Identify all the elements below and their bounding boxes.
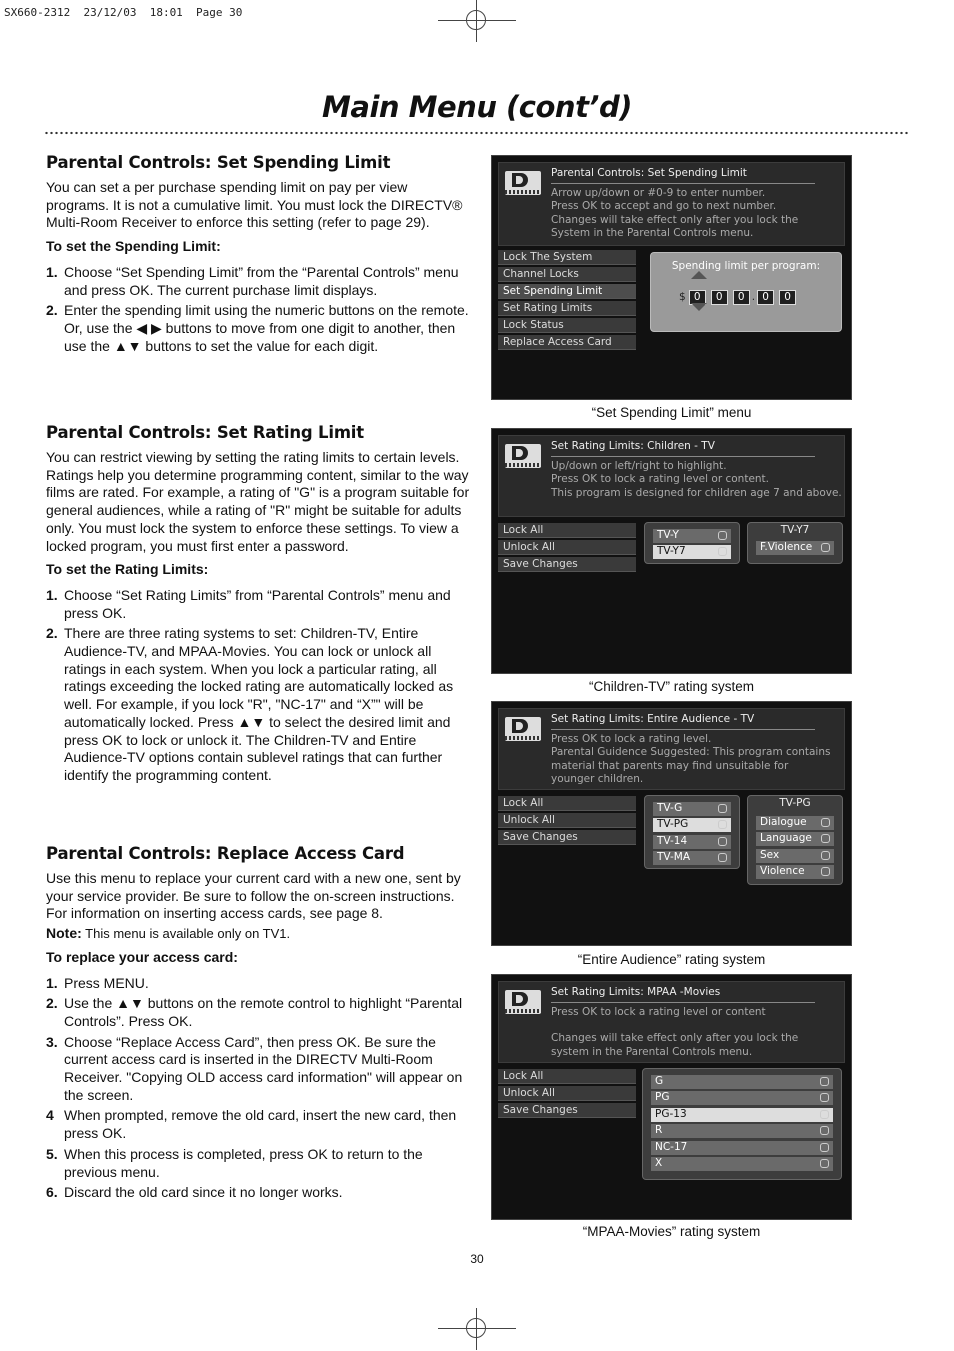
- section-heading: Parental Controls: Set Spending Limit: [46, 153, 391, 172]
- rating-label: X: [655, 1156, 663, 1169]
- step-number: 2.: [46, 995, 58, 1012]
- step-item: [46, 1146, 474, 1181]
- rating-tv-ma[interactable]: [653, 851, 731, 865]
- directv-logo-icon: [505, 444, 541, 468]
- rating-label: TV-G: [657, 802, 683, 814]
- instruction-line: This program is designed for children age 7 and above.: [551, 486, 842, 499]
- directv-logo-icon: [505, 717, 541, 741]
- lock-icon: [821, 834, 830, 843]
- menu-item-lock-all[interactable]: Lock All: [498, 796, 636, 811]
- steps-list: [46, 264, 474, 356]
- step-item: [46, 975, 474, 993]
- note-label: Note:: [46, 925, 82, 942]
- section-intro: You can restrict viewing by setting the rating limits to certain levels. Ratings help you determine programming content, similar to the way films are rated. For example, a rating of "G" is a program suitable for general audiences, while a rating of "R" might be suitable for adults only. You must lock the system to enforce these settings. To view a locked program, you must first enter a password.: [46, 449, 470, 554]
- lock-icon: [821, 851, 830, 860]
- screen-title: Set Rating Limits: Children - TV: [551, 440, 715, 452]
- step-item: [46, 1034, 474, 1105]
- rating-r[interactable]: [651, 1124, 833, 1138]
- section-intro: Use this menu to replace your current card with a new one, sent by your service provider. Be sure to follow the on-screen instructions. For information on inserting access cards, see page 8.: [46, 870, 461, 922]
- sublevel-label: Violence: [760, 865, 805, 878]
- rating-menu: [498, 796, 636, 847]
- rating-label: PG: [655, 1091, 670, 1104]
- steps-heading: To set the Rating Limits:: [46, 561, 209, 578]
- note-text: This menu is available only on TV1.: [81, 926, 291, 942]
- sublevel-sex[interactable]: [756, 849, 834, 863]
- unlock-icon: [821, 867, 830, 876]
- screen-instructions: [551, 187, 798, 241]
- unlock-icon: [821, 818, 830, 827]
- digit-field[interactable]: 0: [779, 290, 796, 305]
- ratings-panel: [644, 795, 740, 869]
- rating-label: G: [655, 1075, 664, 1087]
- section-spending-limit: [46, 153, 474, 358]
- rating-label: TV-MA: [657, 851, 691, 864]
- screenshot-entire-audience: [491, 701, 852, 946]
- menu-item-unlock-all[interactable]: Unlock All: [498, 1086, 636, 1101]
- header-rule: [551, 183, 815, 184]
- menu-item-channel-locks[interactable]: Channel Locks: [498, 267, 636, 282]
- screenshot-caption: “Set Spending Limit” menu: [591, 405, 752, 420]
- menu-item-save-changes[interactable]: Save Changes: [498, 830, 636, 845]
- section-rating-limit: [46, 423, 474, 788]
- rating-nc-17[interactable]: [651, 1141, 833, 1155]
- section-heading: Parental Controls: Replace Access Card: [46, 844, 405, 863]
- screenshot-children-tv: [491, 428, 852, 674]
- rating-tv-y[interactable]: [653, 529, 731, 543]
- rating-pg[interactable]: [651, 1091, 833, 1105]
- instruction-line: material that parents may find unsuitable for: [551, 759, 789, 772]
- unlock-icon: [820, 1077, 829, 1086]
- step-number: 1.: [46, 974, 58, 991]
- rating-tv-y7[interactable]: [653, 545, 731, 559]
- instruction-line: Press OK to lock a rating level or content.: [551, 473, 770, 486]
- digit-field[interactable]: 0: [689, 290, 706, 305]
- sublevel-panel: [747, 795, 843, 885]
- instruction-line: Press OK to lock a rating level or content: [551, 1006, 766, 1018]
- digit-field[interactable]: 0: [757, 290, 774, 305]
- screen-title: Parental Controls: Set Spending Limit: [551, 167, 747, 179]
- ratings-panel: [642, 1068, 842, 1180]
- screen-title: Set Rating Limits: MPAA -Movies: [551, 986, 721, 998]
- rating-label: TV-14: [657, 834, 688, 847]
- arrow-down-icon[interactable]: [691, 303, 707, 311]
- instruction-line: System in the Parental Controls menu.: [551, 227, 754, 240]
- menu-item-save-changes[interactable]: Save Changes: [498, 1103, 636, 1118]
- sublevel-label: Language: [760, 832, 812, 845]
- menu-item-lock-status[interactable]: Lock Status: [498, 318, 636, 333]
- screen-header: [498, 981, 845, 1063]
- rating-label: TV-Y: [657, 529, 679, 541]
- section-heading: Parental Controls: Set Rating Limit: [46, 423, 364, 442]
- screen-header: [498, 708, 845, 790]
- step-item: [46, 995, 474, 1030]
- sublevel-panel: [747, 522, 843, 564]
- menu-item-set-spending-limit[interactable]: Set Spending Limit: [498, 284, 636, 299]
- currency-symbol: $: [679, 291, 686, 303]
- note: [46, 925, 474, 943]
- step-item: [46, 587, 474, 622]
- header-rule: [551, 1002, 815, 1003]
- step-text: When this process is completed, press OK to return to the previous menu.: [64, 1145, 423, 1180]
- step-text: Use the ▲▼ buttons on the remote control to highlight “Parental Controls”. Press OK.: [64, 995, 463, 1029]
- sublevel-label: Sex: [760, 848, 780, 861]
- lock-icon: [820, 1143, 829, 1152]
- screenshot-caption: “Entire Audience” rating system: [577, 952, 766, 967]
- step-item: [46, 1107, 474, 1142]
- step-number: 6.: [46, 1184, 58, 1201]
- steps-list: [46, 587, 474, 785]
- dotted-rule: [44, 131, 910, 135]
- step-text: Choose “Set Spending Limit” from the “Parental Controls” menu and press OK. The current purchase limit displays.: [64, 263, 459, 298]
- instruction-line: Changes will take effect only after you lock the: [551, 1032, 799, 1045]
- rating-tv-g[interactable]: [653, 802, 731, 816]
- panel-title: Spending limit per program:: [671, 260, 821, 272]
- instruction-line: Press OK to accept and go to next number.: [551, 200, 777, 213]
- step-number: 2.: [46, 302, 58, 319]
- lock-icon: [820, 1126, 829, 1135]
- menu-item-save-changes[interactable]: Save Changes: [498, 557, 636, 572]
- steps-heading: To set the Spending Limit:: [46, 238, 221, 255]
- menu-item-lock-all[interactable]: Lock All: [498, 523, 636, 538]
- unlock-icon: [718, 804, 727, 813]
- sublevel-label: Dialogue: [760, 816, 807, 828]
- spending-limit-panel: [650, 252, 842, 332]
- step-text: Discard the old card since it no longer works.: [64, 1184, 343, 1201]
- sublevel-title: TV-PG: [779, 797, 811, 809]
- unlock-icon: [820, 1110, 829, 1119]
- header-rule: [551, 456, 815, 457]
- step-number: 1.: [46, 263, 58, 280]
- print-slug: SX660-2312 23/12/03 18:01 Page 30: [4, 6, 243, 19]
- instruction-line: [551, 1019, 798, 1032]
- instruction-line: Arrow up/down or #0-9 to enter number.: [551, 187, 766, 199]
- arrow-up-icon[interactable]: [691, 271, 707, 279]
- rating-tv-pg[interactable]: [653, 818, 731, 832]
- unlock-icon: [718, 837, 727, 846]
- screen-instructions: [551, 733, 830, 787]
- menu-item-set-rating-limits[interactable]: Set Rating Limits: [498, 301, 636, 316]
- rating-x[interactable]: [651, 1157, 833, 1171]
- sublevel-dialogue[interactable]: [756, 816, 834, 830]
- directv-logo-icon: [505, 990, 541, 1014]
- instruction-line: system in the Parental Controls menu.: [551, 1045, 753, 1058]
- step-text: Enter the spending limit using the numeric buttons on the remote. Or, use the ◀ ▶ buttons to move from one digit to another, then use the ▲▼ buttons to set the value for each digit.: [64, 302, 469, 354]
- sublevel-label: F.Violence: [760, 541, 813, 553]
- unlock-icon: [820, 1093, 829, 1102]
- menu-item-unlock-all[interactable]: Unlock All: [498, 540, 636, 555]
- ratings-panel: [644, 522, 740, 564]
- step-text: There are three rating systems to set: Children-TV, Entire Audience-TV, and MPAA-Movies. You can lock or unlock all ratings in each system. When you lock a particular rating, all ratings exceeding the locked rating are automatically locked as well. For example, if you lock "R", "NC-17" and “X”" will be automatically locked. Press ▲▼ to select the desired limit and press OK to lock or unlock it. The Children-TV and Entire Audience-TV options contain sublevel ratings that can further identify the programming content.: [64, 625, 454, 783]
- step-text: Choose “Replace Access Card”, then press OK. Be sure the current access card is inserted in the DIRECTV Multi-Room Receiver. "Copying OLD access card information" will appear on the screen.: [64, 1033, 463, 1103]
- screenshot-mpaa-movies: [491, 974, 852, 1220]
- lock-icon: [820, 1159, 829, 1168]
- instruction-line: Changes will take effect only after you lock the: [551, 213, 799, 226]
- screen-instructions: [551, 1006, 798, 1059]
- steps-heading: To replace your access card:: [46, 948, 238, 965]
- step-text: Press MENU.: [64, 974, 149, 991]
- menu-item-lock-system[interactable]: Lock The System: [498, 250, 636, 265]
- rating-tv-14[interactable]: [653, 835, 731, 849]
- unlock-icon: [718, 820, 727, 829]
- digit-field[interactable]: 0: [733, 290, 750, 305]
- digit-field[interactable]: 0: [711, 290, 728, 305]
- screen-instructions: [551, 460, 842, 500]
- instruction-line: younger children.: [551, 773, 644, 786]
- section-intro: You can set a per purchase spending limit on pay per view programs. It is not a cumulative limit. You must lock the DIRECTV® Multi-Room Receiver to enforce this setting (refer to page 29).: [46, 179, 463, 231]
- decimal-point: .: [751, 291, 756, 303]
- rating-menu: [498, 523, 636, 574]
- screen-header: [498, 162, 845, 246]
- screen-header: [498, 435, 845, 517]
- page-title: Main Menu (cont’d): [322, 90, 632, 124]
- screen-title: Set Rating Limits: Entire Audience - TV: [551, 713, 755, 725]
- step-number: 5.: [46, 1145, 58, 1162]
- instruction-line: Press OK to lock a rating level.: [551, 733, 712, 745]
- rating-label: TV-Y7: [657, 545, 686, 558]
- lock-icon: [821, 543, 830, 552]
- step-number: 2.: [46, 625, 58, 642]
- rating-g[interactable]: [651, 1075, 833, 1089]
- rating-label: NC-17: [655, 1140, 688, 1153]
- registration-mark-bottom: [438, 1314, 516, 1344]
- step-text: When prompted, remove the old card, insert the new card, then press OK.: [64, 1107, 457, 1142]
- step-item: [46, 264, 474, 299]
- step-number: 4: [46, 1107, 54, 1124]
- step-number: 3.: [46, 1033, 58, 1050]
- screenshot-caption: “Children-TV” rating system: [588, 679, 755, 694]
- rating-label: TV-PG: [657, 818, 689, 831]
- unlock-icon: [718, 853, 727, 862]
- step-text: Choose “Set Rating Limits” from “Parental Controls” menu and press OK.: [64, 586, 451, 621]
- rating-pg-13[interactable]: [651, 1108, 833, 1122]
- unlock-icon: [718, 547, 727, 556]
- page-number: 30: [470, 1252, 484, 1266]
- step-item: [46, 302, 474, 355]
- rating-label: R: [655, 1124, 663, 1137]
- sublevel-violence[interactable]: [756, 865, 834, 879]
- step-item: [46, 1184, 474, 1202]
- sublevel-language[interactable]: [756, 832, 834, 846]
- step-item: [46, 625, 474, 784]
- digit-entry: [679, 285, 801, 305]
- unlock-icon: [718, 531, 727, 540]
- rating-label: PG-13: [655, 1107, 687, 1120]
- sublevel-fviolence[interactable]: [756, 541, 834, 555]
- rating-menu: [498, 1069, 636, 1120]
- section-replace-card: [46, 844, 474, 1205]
- instruction-line: Parental Guidence Suggested: This program contains: [551, 746, 831, 759]
- instruction-line: Up/down or left/right to highlight.: [551, 460, 727, 472]
- sublevel-title: TV-Y7: [780, 524, 810, 536]
- menu-item-unlock-all[interactable]: Unlock All: [498, 813, 636, 828]
- parental-controls-menu: [498, 250, 636, 352]
- header-rule: [551, 729, 815, 730]
- screenshot-spending-limit: [491, 155, 852, 400]
- menu-item-replace-access-card[interactable]: Replace Access Card: [498, 335, 636, 350]
- step-number: 1.: [46, 586, 58, 603]
- menu-item-lock-all[interactable]: Lock All: [498, 1069, 636, 1084]
- registration-mark-top: [438, 6, 516, 36]
- directv-logo-icon: [505, 171, 541, 195]
- steps-list: [46, 975, 474, 1202]
- screenshot-caption: “MPAA-Movies” rating system: [582, 1224, 761, 1239]
